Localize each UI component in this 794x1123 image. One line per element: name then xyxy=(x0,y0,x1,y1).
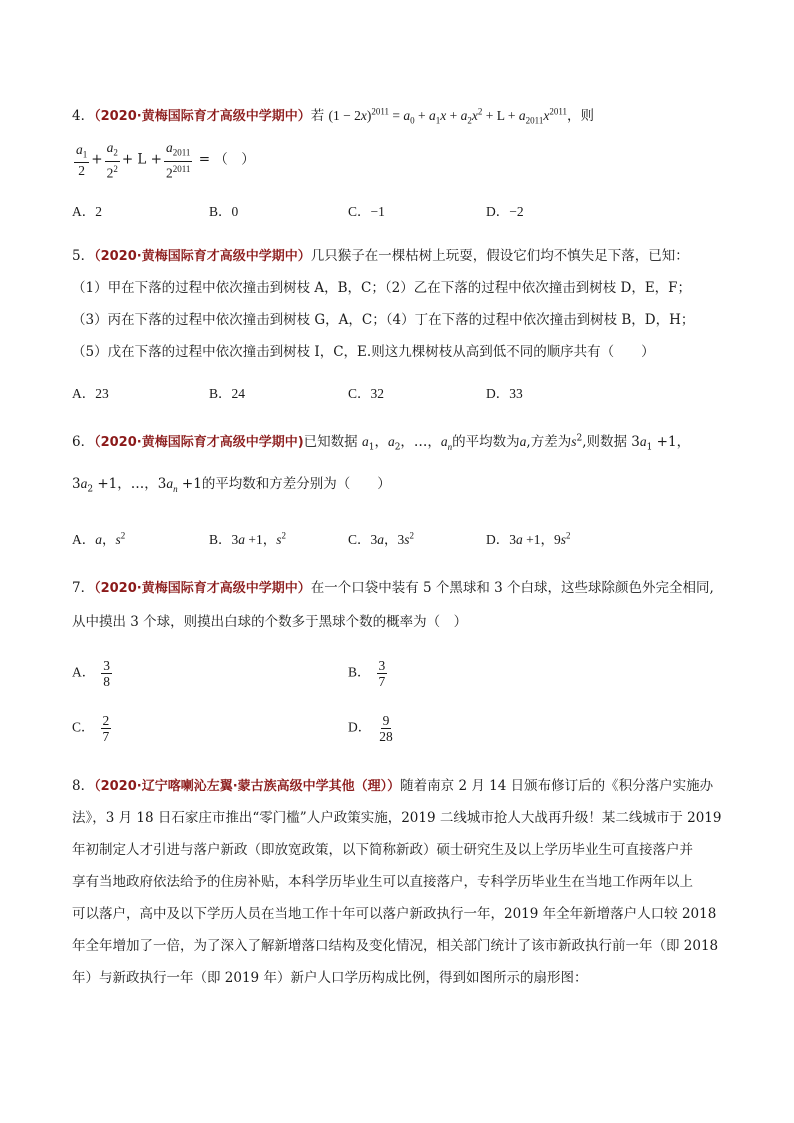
q7-stem: 7．（2020·黄梅国际育才高级中学期中）在一个口袋中装有 5 个黑球和 3 个白球，这些球除颜色外完全相同, xyxy=(72,580,714,596)
q7-option-d[interactable]: D． $\frac{9}{28}$ xyxy=(348,713,393,744)
q5-option-b[interactable]: B．24 xyxy=(209,386,246,401)
q8-line-1: 法》，3 月 18 日石家庄市推出“零门槛”人户政策实施，2019 二线城市抢人大战再升级！某二线城市于 2019 xyxy=(72,810,722,826)
q7-option-c[interactable]: C． $\frac{2}{7}$ xyxy=(72,713,110,744)
q7-source: （2020·黄梅国际育才高级中学期中） xyxy=(94,581,311,596)
q8-line-5: 年全年增加了一倍，为了深入了解新增落口结构及变化情况，相关部门统计了该市新政执行前一年（即 2018 xyxy=(72,938,719,954)
q4-stem-suffix: ，则 xyxy=(567,108,594,124)
q4-option-c[interactable]: C．−1 xyxy=(348,204,385,219)
q4-stem xyxy=(72,104,594,126)
q4-sum-expression: $\frac{a_1}{2}$ + $\frac{a_2}{2^2}$ + L + $\frac{a_{2011}}{2^{2011}}$ = （ ） xyxy=(76,140,255,181)
q8-line-2: 年初制定人才引进与落户新政（即放宽政策，以下简称新政）硕士研究生及以上学历毕业生可直接落户并 xyxy=(72,842,693,858)
q6-stem: 6．（2020·黄梅国际育才高级中学期中)已知数据 $a_1$，$a_2$，…，$a_n$的平均数为a,方差为$s^2$,则数据 $3a_1 +1$， xyxy=(72,433,691,453)
q6-line2: $3a_2 +1$，…，$3a_n +1$的平均数和方差分别为（ ） xyxy=(72,476,391,495)
q5-line4: （5）戊在下落的过程中依次撞击到树枝 I，C，E.则这九棵树枝从高到低不同的顺序共有（ ） xyxy=(72,344,655,360)
q8-line-3: 享有当地政府依法给予的住房补贴，本科学历毕业生可以直接落户，专科学历毕业生在当地工作两年以上 xyxy=(72,874,693,890)
q4-formula: $(1 - 2x)^{2011} = a_0 + a_1x + a_2x^2 + L + a_{2011}x^{2011}$ xyxy=(328,106,567,126)
q5-source: （2020·黄梅国际育才高级中学期中） xyxy=(94,249,311,264)
q6-option-a[interactable]: A．a，$s^2$ xyxy=(72,530,126,547)
q5-line1: 几只猴子在一棵枯树上玩耍，假设它们均不慎失足下落，已知： xyxy=(310,248,689,264)
q5-option-d[interactable]: D．33 xyxy=(486,386,523,401)
q5-option-c[interactable]: C．32 xyxy=(348,386,385,401)
q6-option-b[interactable]: B．3a +1，$s^2$ xyxy=(209,530,287,547)
q8-line-6: 年）与新政执行一年（即 2019 年）新户人口学历构成比例，得到如图所示的扇形图： xyxy=(72,970,588,986)
q6-option-c[interactable]: C．3a，$3s^2$ xyxy=(348,530,415,547)
q6-number: 6． xyxy=(72,434,95,450)
q7-option-b[interactable]: B． $\frac{3}{7}$ xyxy=(348,658,386,689)
q4-option-d[interactable]: D．−2 xyxy=(486,204,524,219)
q8-stem: 8．（2020·辽宁喀喇沁左翼·蒙古族高级中学其他（理））随着南京 2 月 14 日颁布修订后的《积分落户实施办 xyxy=(72,778,714,794)
q7-option-a[interactable]: A． $\frac{3}{8}$ xyxy=(72,658,110,689)
q5-option-a[interactable]: A．23 xyxy=(72,386,109,401)
q8-line-4: 可以落户，高中及以下学历人员在当地工作十年可以落户新政执行一年，2019 年全年新增落户人口较 2018 xyxy=(72,906,717,922)
q6-option-d[interactable]: D．3a +1，$9s^2$ xyxy=(486,530,571,547)
q7-number: 7． xyxy=(72,580,95,596)
q8-source: （2020·辽宁喀喇沁左翼·蒙古族高级中学其他（理）） xyxy=(94,779,401,794)
q5-line3: （3）丙在下落的过程中依次撞击到树枝 G，A，C；（4）丁在下落的过程中依次撞击到树枝 B，D，H； xyxy=(72,312,695,328)
q4-stem-prefix: 若 xyxy=(310,108,325,124)
q5-stem xyxy=(72,244,689,264)
q4-option-b[interactable]: B．0 xyxy=(209,204,239,219)
q5-number: 5． xyxy=(72,248,95,264)
q6-source: （2020·黄梅国际育才高级中学期中) xyxy=(94,435,304,450)
q4-source: （2020·黄梅国际育才高级中学期中） xyxy=(94,109,311,124)
q7-line2: 从中摸出 3 个球，则摸出白球的个数多于黑球个数的概率为（ ） xyxy=(72,614,468,630)
q4-number: 4． xyxy=(72,108,95,124)
q5-line2: （1）甲在下落的过程中依次撞击到树枝 A，B，C；（2）乙在下落的过程中依次撞击到树枝 D，E，F； xyxy=(72,280,692,296)
q8-number: 8． xyxy=(72,778,95,794)
q4-option-a[interactable]: A．2 xyxy=(72,204,102,219)
